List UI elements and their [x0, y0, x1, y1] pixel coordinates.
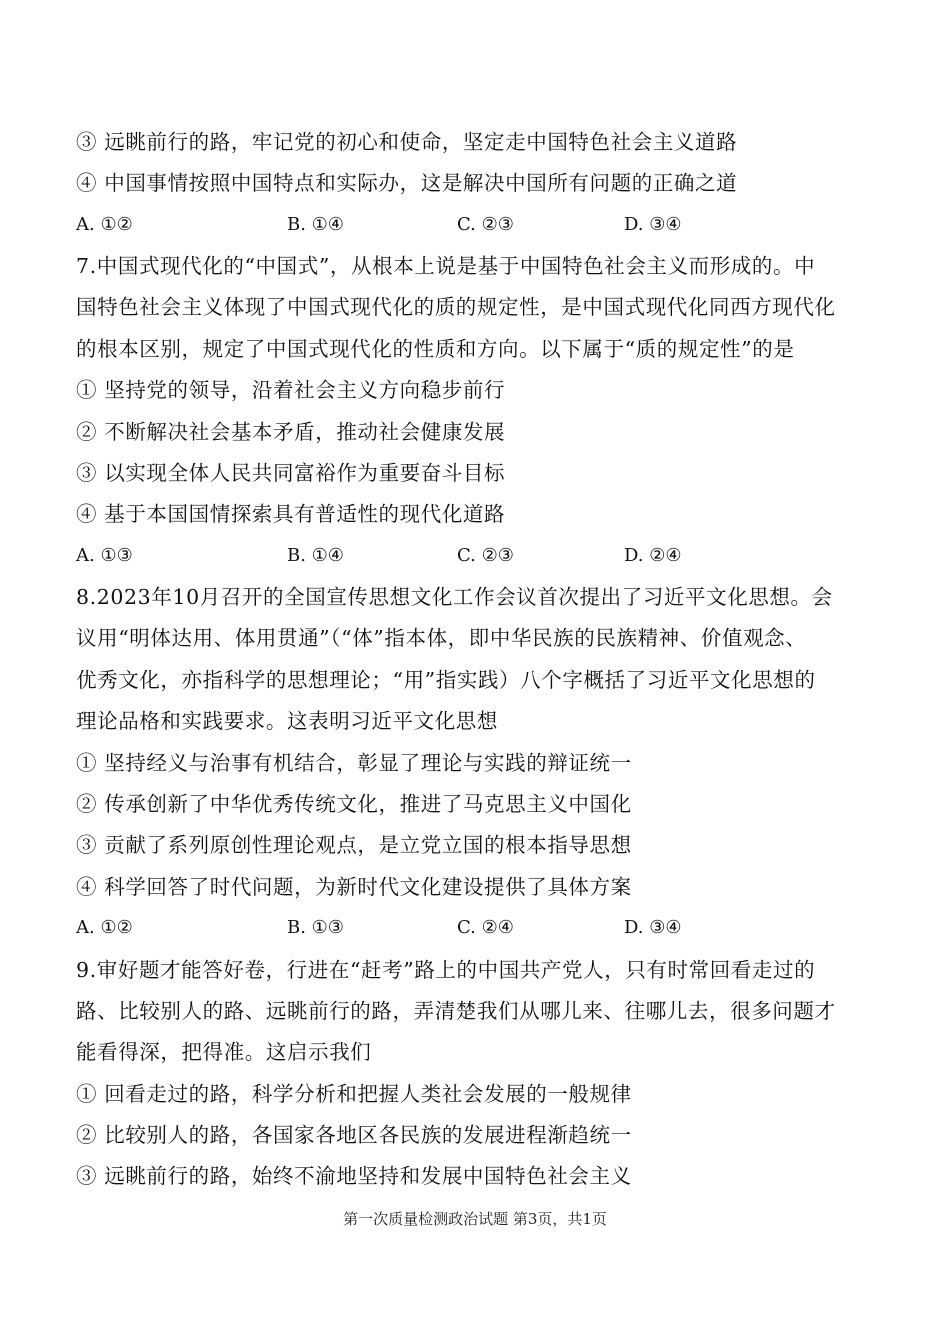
option-c: C. ②④: [457, 917, 514, 938]
text-line: ④ 基于本国国情探索具有普适性的现代化道路: [76, 502, 506, 526]
text-line: ② 不断解决社会基本矛盾，推动社会健康发展: [76, 420, 506, 444]
option-b: B. ①④: [287, 214, 344, 235]
text-line: ② 传承创新了中华优秀传统文化，推进了马克思主义中国化: [76, 792, 632, 816]
text-line: 理论品格和实践要求。这表明习近平文化思想: [76, 709, 498, 733]
option-b: B. ①④: [287, 545, 344, 566]
page-footer: 第一次质量检测政治试题 第3页，共1页: [343, 1210, 607, 1228]
option-a: A. ①②: [76, 917, 133, 938]
text-line: ④ 中国事情按照中国特点和实际办，这是解决中国所有问题的正确之道: [76, 171, 738, 195]
question-7-text: 7.中国式现代化的“中国式”，从根本上说是基于中国特色社会主义而形成的。中: [76, 254, 816, 278]
text-line: ③ 以实现全体人民共同富裕作为重要奋斗目标: [76, 461, 506, 485]
text-line: ③ 贡献了系列原创性理论观点，是立党立国的根本指导思想: [76, 833, 632, 857]
text-line: 路、比较别人的路、远眺前行的路，弄清楚我们从哪儿来、往哪儿去，很多问题才: [76, 999, 836, 1023]
text-line: ③ 远眺前行的路，始终不渝地坚持和发展中国特色社会主义: [76, 1164, 632, 1188]
question-8-text: 8.2023年10月召开的全国宣传思想文化工作会议首次提出了习近平文化思想。会: [76, 585, 833, 609]
option-a: A. ①③: [76, 545, 133, 566]
text-line: 国特色社会主义体现了中国式现代化的质的规定性，是中国式现代化同西方现代化: [76, 295, 836, 319]
text-line: 能看得深，把得准。这启示我们: [76, 1040, 372, 1064]
option-d: D. ②④: [624, 545, 682, 566]
text-line: ① 坚持党的领导，沿着社会主义方向稳步前行: [76, 378, 506, 402]
text-line: ① 回看走过的路，科学分析和把握人类社会发展的一般规律: [76, 1082, 632, 1106]
option-c: C. ②③: [457, 545, 514, 566]
option-c: C. ②③: [457, 214, 514, 235]
text-line: ② 比较别人的路，各国家各地区各民族的发展进程渐趋统一: [76, 1123, 632, 1147]
text-line: 的根本区别，规定了中国式现代化的性质和方向。以下属于“质的规定性”的是: [76, 337, 795, 361]
option-d: D. ③④: [624, 214, 682, 235]
text-line: ③ 远眺前行的路，牢记党的初心和使命，坚定走中国特色社会主义道路: [76, 130, 738, 154]
option-a: A. ①②: [76, 214, 133, 235]
text-line: 优秀文化，亦指科学的思想理论；“用”指实践）八个字概括了习近平文化思想的: [76, 668, 816, 692]
text-line: 议用“明体达用、体用贯通”（“体”指本体，即中华民族的民族精神、价值观念、: [76, 626, 807, 650]
question-9-text: 9.审好题才能答好卷，行进在“赶考”路上的中国共产党人，只有时常回看走过的: [76, 958, 816, 982]
text-line: ① 坚持经义与治事有机结合，彰显了理论与实践的辩证统一: [76, 751, 632, 775]
option-b: B. ①③: [287, 917, 344, 938]
option-d: D. ③④: [624, 917, 682, 938]
text-line: ④ 科学回答了时代问题，为新时代文化建设提供了具体方案: [76, 875, 632, 899]
